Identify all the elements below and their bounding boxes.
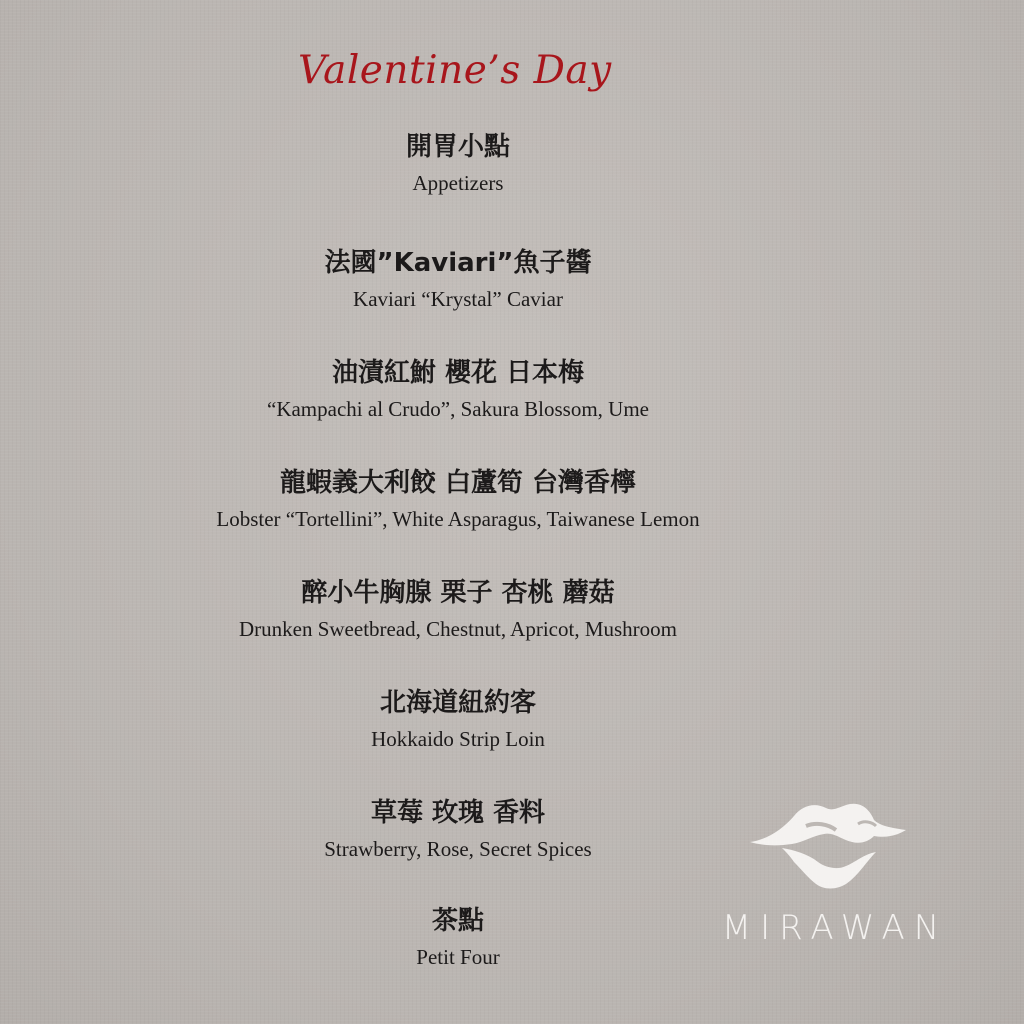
course-name-zh: 法國”Kaviari”魚子醬 [324, 248, 592, 278]
course-name-en: Kaviari “Krystal” Caviar [353, 287, 563, 311]
course-name-en: Hokkaido Strip Loin [371, 727, 545, 751]
course-name-zh: 茶點 [431, 906, 484, 936]
mountain-cloud-logo-icon [746, 796, 916, 896]
course-name-zh: 開胃小點 [405, 132, 510, 162]
course-name-en: Lobster “Tortellini”, White Asparagus, Taiwanese Lemon [216, 507, 700, 531]
menu-title: Valentine’s Day [298, 48, 612, 93]
course-item [0, 686, 916, 753]
course-name-zh: 醉小牛胸腺 栗子 杏桃 蘑菇 [301, 578, 615, 608]
brand-logo [700, 790, 970, 960]
course-item [0, 576, 916, 643]
brand-name: MIRAWAN [721, 908, 949, 948]
course-item [0, 246, 916, 313]
course-name-en: Strawberry, Rose, Secret Spices [324, 837, 592, 861]
course-name-en: Drunken Sweetbread, Chestnut, Apricot, Mushroom [238, 617, 678, 641]
course-name-zh: 油漬紅鮒 櫻花 日本梅 [331, 358, 585, 388]
course-name-zh: 龍蝦義大利餃 白蘆筍 台灣香檸 [279, 468, 637, 498]
course-name-zh: 草莓 玫瑰 香料 [370, 798, 546, 828]
course-name-en: Petit Four [416, 945, 500, 969]
course-name-zh: 北海道紐約客 [379, 688, 536, 718]
course-item [0, 130, 916, 197]
course-name-en: “Kampachi al Crudo”, Sakura Blossom, Ume [267, 397, 649, 421]
course-name-en: Appetizers [412, 171, 504, 195]
course-item [0, 356, 916, 423]
course-item [0, 466, 916, 533]
